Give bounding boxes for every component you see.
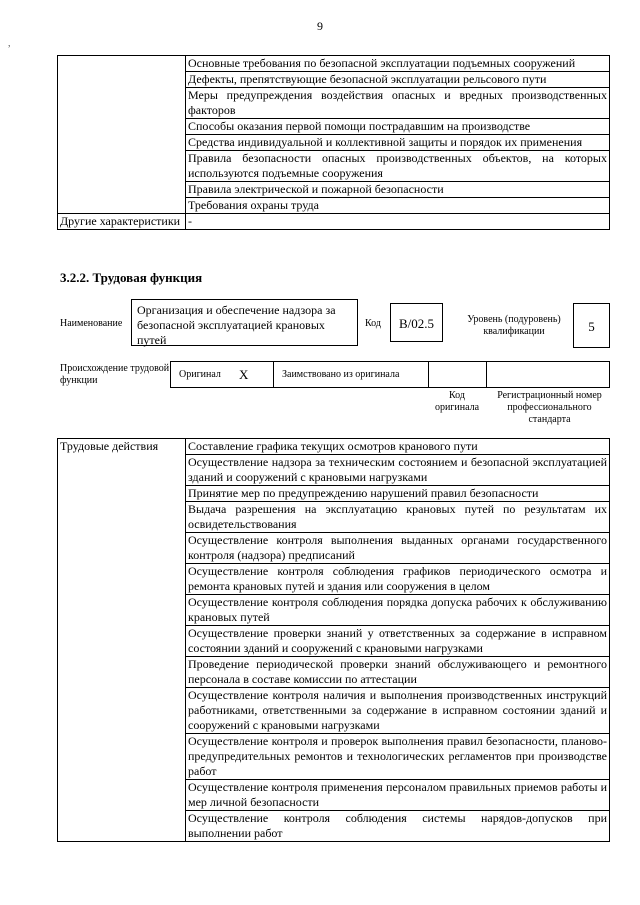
origin-label: Происхождение трудовой функции <box>60 363 170 386</box>
code-caption: Код оригинала <box>434 390 480 413</box>
labor-action-item: Осуществление контроля выполнения выданных органами государственного контроля (надзора) предписаний <box>186 533 610 564</box>
labor-action-item: Осуществление надзора за техническим состоянием и безопасной эксплуатацией зданий и сооружений с крановыми нагрузками <box>186 455 610 486</box>
origin-divider <box>428 361 429 388</box>
borrowed-label: Заимствовано из оригинала <box>282 369 400 380</box>
labor-action-item: Осуществление контроля наличия и выполнения производственных инструкций работниками, ответственными за содержание в исправном состоянии зданий и сооружений с крановыми нагрузками <box>186 688 610 734</box>
table-row <box>58 439 610 455</box>
knowledge-item: Правила электрической и пожарной безопасности <box>186 182 610 198</box>
knowledge-item: Правила безопасности опасных производственных объектов, на которых используются подъемные сооружения <box>186 151 610 182</box>
level-box: 5 <box>573 303 610 348</box>
reg-caption: Регистрационный номер профессионального стандарта <box>497 390 602 425</box>
labor-action-item: Осуществление контроля соблюдения системы нарядов-допусков при выполнении работ <box>186 811 610 842</box>
labor-action-item: Составление графика текущих осмотров кранового пути <box>186 439 610 455</box>
knowledge-item: Средства индивидуальной и коллективной защиты и порядок их применения <box>186 135 610 151</box>
code-label: Код <box>365 318 381 329</box>
labor-action-item: Выдача разрешения на эксплуатацию крановых путей по результатам их освидетельствования <box>186 502 610 533</box>
level-label: Уровень (подуровень) квалификации <box>467 314 561 337</box>
labor-actions-label: Трудовые действия <box>58 439 186 842</box>
name-label: Наименование <box>60 318 123 329</box>
origin-divider <box>273 361 274 388</box>
table-row <box>58 214 610 230</box>
original-label: Оригинал <box>179 369 221 380</box>
knowledge-item: Требования охраны труда <box>186 198 610 214</box>
knowledge-item: Меры предупреждения воздействия опасных и вредных производственных факторов <box>186 88 610 119</box>
labor-action-item: Осуществление проверки знаний у ответственных за содержание в исправном состоянии зданий и сооружений с крановыми нагрузками <box>186 626 610 657</box>
margin-mark: , <box>8 38 11 49</box>
labor-action-item: Осуществление контроля применения персоналом правильных приемов работы и мер личной безопасности <box>186 780 610 811</box>
labor-action-item: Осуществление контроля и проверок выполнения правил безопасности, планово-предупредительных ремонтов и технологических регламентов при производстве работ <box>186 734 610 780</box>
knowledge-item: Основные требования по безопасной эксплуатации подъемных сооружений <box>186 56 610 72</box>
other-characteristics-label: Другие характеристики <box>58 214 186 230</box>
labor-action-item: Осуществление контроля соблюдения порядка допуска рабочих к обслуживанию крановых путей <box>186 595 610 626</box>
other-characteristics-value: - <box>186 214 610 230</box>
origin-divider <box>486 361 487 388</box>
labor-action-item: Принятие мер по предупреждению нарушений правил безопасности <box>186 486 610 502</box>
page-number: 9 <box>317 19 323 33</box>
knowledge-table <box>57 55 610 230</box>
original-mark: X <box>239 367 249 382</box>
labor-action-item: Проведение периодической проверки знаний обслуживающего и ремонтного персонала в составе комиссии по аттестации <box>186 657 610 688</box>
function-name-box: Организация и обеспечение надзора за безопасной эксплуатацией крановых путей <box>131 299 358 346</box>
table-row <box>58 56 610 72</box>
function-code-box: B/02.5 <box>390 303 443 342</box>
labor-action-item: Осуществление контроля соблюдения графиков периодического осмотра и ремонта крановых путей и здания или сооружения в целом <box>186 564 610 595</box>
row-label-empty <box>58 56 186 214</box>
knowledge-item: Дефекты, препятствующие безопасной эксплуатации рельсового пути <box>186 72 610 88</box>
section-title: 3.2.2. Трудовая функция <box>60 270 203 285</box>
labor-actions-table <box>57 438 610 842</box>
knowledge-item: Способы оказания первой помощи пострадавшим на производстве <box>186 119 610 135</box>
